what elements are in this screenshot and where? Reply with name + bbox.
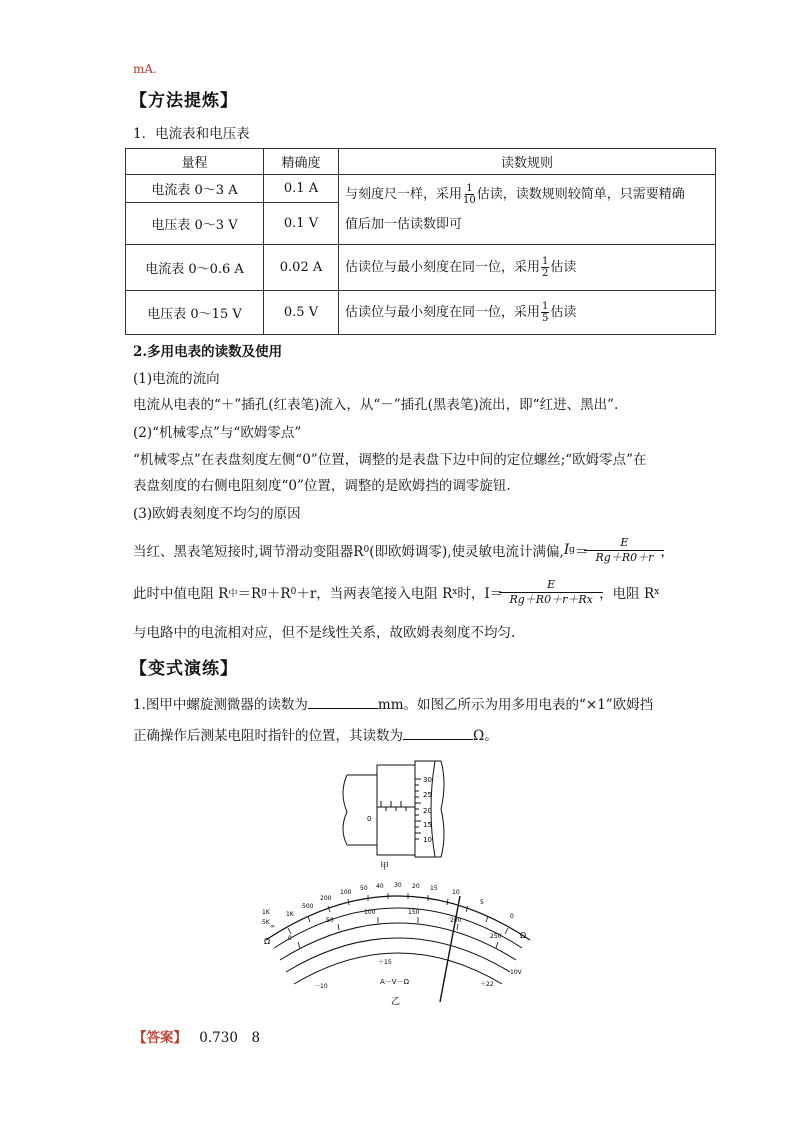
- figure-caption-yi: 乙: [391, 997, 401, 1007]
- top-unit: mA.: [133, 62, 157, 76]
- ohm-label: 15: [430, 885, 438, 892]
- sleeve-zero: 0: [367, 815, 372, 823]
- dc-label: 50: [326, 917, 334, 924]
- ohm-label: 1K: [286, 911, 294, 918]
- answer-blank: [403, 727, 473, 740]
- item-title-multimeter: 2.多用电表的读数及使用: [133, 344, 283, 360]
- side-label: Ω: [520, 931, 527, 940]
- thimble-label: 30: [423, 776, 432, 784]
- header-precision: 精确度: [264, 149, 339, 175]
- cell-precision: 0.02 A: [264, 245, 339, 291]
- paragraph: “机械零点”在表盘刻度左侧“0”位置，调整的是表盘下边中间的定位螺丝;“欧姆零点”在: [133, 452, 647, 468]
- question-line-1: 1.图甲中螺旋测微器的读数为 mm。如图乙所示为用多用电表的“×1”欧姆挡: [133, 697, 654, 713]
- ohm-label: 500: [302, 903, 314, 910]
- dial-center-label: A－V－Ω: [380, 978, 409, 986]
- dc-label: 150: [408, 909, 420, 916]
- cell-rule: 估读位与最小刻度在同一位，采用 $\frac{1}{5}$ 估读: [339, 291, 716, 335]
- formula-fraction: E Rg＋R0＋r: [588, 536, 660, 565]
- ohm-label: 100: [340, 889, 352, 896]
- cell-precision: 0.5 V: [264, 291, 339, 335]
- question-line-2: 正确操作后测某电阻时指针的位置，其读数为 Ω。: [133, 728, 498, 744]
- thimble-label: 20: [423, 807, 432, 815]
- fraction: $\frac{1}{5}$: [542, 301, 549, 324]
- table-row: [126, 175, 716, 203]
- header-range: 量程: [126, 149, 264, 175]
- paragraph: (1)电流的流向: [133, 371, 220, 387]
- cell-range: 电流表 0～3 A: [126, 175, 264, 203]
- paragraph: (2)“机械零点”与“欧姆零点”: [133, 425, 302, 441]
- rule-text: 值后加一估读数即可: [345, 216, 463, 232]
- ohm-label: 200: [320, 895, 332, 902]
- cell-precision: 0.1 V: [264, 203, 339, 245]
- ohm-label: 10: [452, 889, 460, 896]
- table-row: [126, 245, 716, 291]
- table-header-row: [126, 149, 716, 175]
- micrometer-figure: [335, 757, 455, 875]
- cell-rule-merged: [339, 175, 716, 245]
- item-title-meters: 1．电流表和电压表: [133, 126, 250, 142]
- side-label: 5K: [262, 919, 270, 926]
- thimble-label: 25: [423, 791, 432, 799]
- db-label: －10: [314, 983, 328, 990]
- figure-caption-jia: 甲: [380, 862, 390, 872]
- ohm-label: ∞: [270, 923, 275, 930]
- section-title-method: 【方法提炼】: [130, 91, 238, 111]
- formula-line-1: 当红、黑表笔短接时,调节滑动变阻器R 0 (即欧姆调零),使灵敏电流计满偏, I g ＝ E Rg＋R0＋r ，: [133, 535, 674, 564]
- table-row: [126, 291, 716, 335]
- ohm-label: 20: [412, 883, 420, 890]
- db-label: ＋22: [480, 981, 494, 988]
- side-label: Ω: [264, 937, 271, 946]
- reading-rules-table: [125, 148, 716, 335]
- answer-blank: [308, 696, 378, 709]
- multimeter-dial-figure: [258, 878, 538, 1008]
- dc-label: 250: [490, 933, 502, 940]
- fraction: $\frac{1}{10}$: [463, 182, 476, 206]
- thimble-label: 10: [423, 836, 432, 844]
- rule-text: 估读，读数规则较简单，只需要精确: [476, 186, 685, 202]
- cell-range: 电压表 0～15 V: [126, 291, 264, 335]
- side-label: 10V: [510, 969, 522, 976]
- cell-precision: 0.1 A: [264, 175, 339, 203]
- needle: [440, 896, 460, 1002]
- paragraph: 表盘刻度的右侧电阻刻度“0”位置，调整的是欧姆挡的调零旋钮.: [133, 478, 511, 494]
- side-label: 1K: [262, 909, 270, 916]
- ohm-label: 5: [480, 899, 484, 906]
- answer-label: 【答案】: [133, 1030, 187, 1046]
- ohm-label: 50: [360, 885, 368, 892]
- dc-label: 200: [450, 917, 462, 924]
- cell-rule: 估读位与最小刻度在同一位，采用 $\frac{1}{2}$ 估读: [339, 245, 716, 291]
- rule-text: 与刻度尺一样，采用: [345, 186, 463, 202]
- dc-label: 100: [364, 909, 376, 916]
- ohm-label: 0: [510, 913, 514, 920]
- thimble-label: 15: [423, 821, 432, 829]
- dc-label: 0: [288, 935, 292, 942]
- section-title-practice: 【变式演练】: [130, 659, 238, 679]
- paragraph: 与电路中的电流相对应，但不是线性关系，故欧姆表刻度不均匀.: [133, 625, 516, 641]
- cell-range: 电流表 0～0.6 A: [126, 245, 264, 291]
- paragraph: (3)欧姆表刻度不均匀的原因: [133, 506, 301, 522]
- ohm-label: 40: [376, 883, 384, 890]
- answer-line: [133, 1026, 260, 1046]
- paragraph: 电流从电表的“＋”插孔(红表笔)流入，从“－”插孔(黑表笔)流出，即“红进、黑出”.: [133, 397, 619, 413]
- db-label: ＋15: [378, 959, 392, 966]
- formula-line-2: 此时中值电阻 R 中 ＝R g ＋R 0 ＋r，当两表笔接入电阻 R x 时，I＝ E Rg＋R0＋r＋Rx ，电阻 R x: [133, 577, 660, 606]
- formula-fraction: E Rg＋R0＋r＋Rx: [503, 578, 599, 607]
- cell-range: 电压表 0～3 V: [126, 203, 264, 245]
- fraction: $\frac{1}{2}$: [542, 256, 549, 279]
- answer-text: 0.730 8: [199, 1030, 261, 1046]
- header-rule: 读数规则: [339, 149, 716, 175]
- ohm-label: 30: [394, 882, 402, 889]
